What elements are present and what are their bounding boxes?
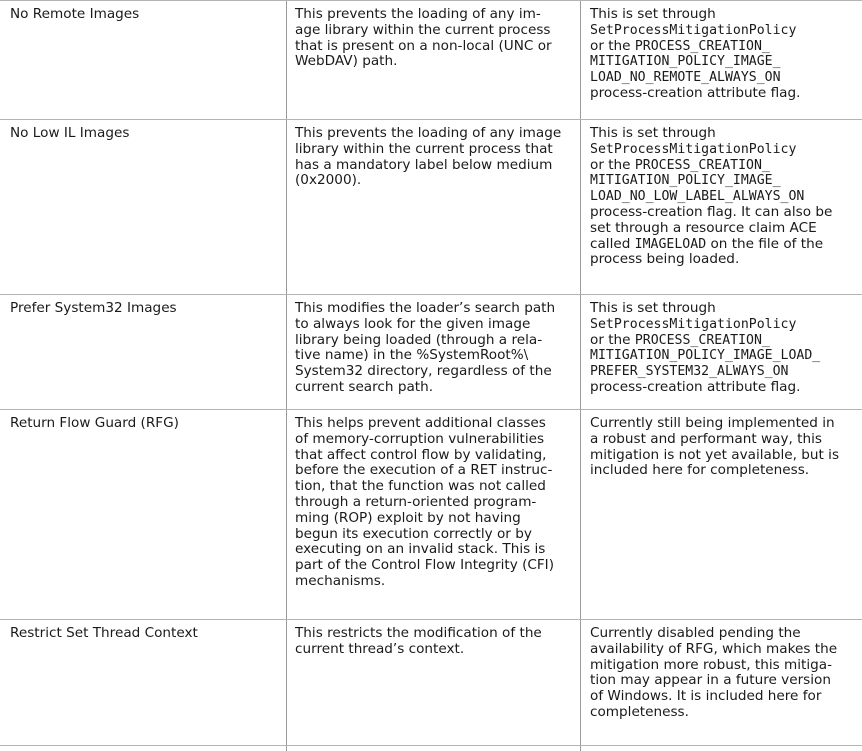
code-text: SetProcessMitigationPolicy <box>590 316 797 332</box>
body-text: Currently disabled pending the <box>590 625 801 641</box>
body-text: availability of RFG, which makes the <box>590 640 838 657</box>
body-text: included here for completeness. <box>590 462 810 479</box>
code-text: SetProcessMitigationPolicy <box>590 141 797 157</box>
how-set-line <box>590 39 862 55</box>
how-set-line <box>590 301 862 317</box>
how-set-line <box>590 86 862 102</box>
body-text: This is set through <box>590 6 716 22</box>
mitigation-description: This restricts the modification of the current thread’s context. <box>286 620 580 745</box>
how-set-line <box>590 364 862 380</box>
body-text: completeness. <box>590 703 689 720</box>
mitigation-description: This prevents the loading of any im- age library within the current process that is present on a non-local (UNC or WebDAV) path. <box>286 1 580 119</box>
mitigation-description: This prevents the loading of any image library within the current process that has a mandatory label below medium (0x2000). <box>286 120 580 294</box>
code-text: PROCESS_CREATION_ <box>634 332 770 348</box>
how-set-line <box>590 205 862 221</box>
code-text: PREFER_SYSTEM32_ALWAYS_ON <box>590 364 789 380</box>
body-text: process-creation attribute flag. <box>590 378 801 395</box>
body-text: or the <box>590 331 635 348</box>
how-set-line <box>590 189 862 205</box>
how-set-line <box>590 689 862 705</box>
how-set-line <box>590 642 862 658</box>
body-text: called <box>590 235 635 252</box>
how-set-line <box>590 705 862 721</box>
body-text: a robust and performant way, this <box>590 430 822 447</box>
body-text: mitigation more robust, this mitiga- <box>590 656 832 673</box>
how-set-line <box>590 252 862 268</box>
table-row <box>0 295 862 410</box>
body-text: Currently still being implemented in <box>590 415 835 431</box>
code-text: SetProcessMitigationPolicy <box>590 22 797 38</box>
body-text: process being loaded. <box>590 251 740 268</box>
how-set-line <box>590 142 862 158</box>
code-text: LOAD_NO_LOW_LABEL_ALWAYS_ON <box>590 189 805 205</box>
body-text: mitigation is not yet available, but is <box>590 446 840 463</box>
how-set-line <box>590 126 862 142</box>
table-row <box>0 620 862 746</box>
how-set-line <box>590 221 862 237</box>
mitigation-name: Return Flow Guard (RFG) <box>10 415 179 431</box>
how-set-line <box>590 54 862 70</box>
body-text: set through a resource claim ACE <box>590 219 817 236</box>
body-text: or the <box>590 37 635 54</box>
table-row <box>0 120 862 295</box>
how-set-line <box>590 448 862 464</box>
how-set-line <box>590 658 862 674</box>
code-text: LOAD_NO_REMOTE_ALWAYS_ON <box>590 70 781 86</box>
mitigation-how-set <box>580 410 862 619</box>
how-set-line <box>590 23 862 39</box>
how-set-line <box>590 673 862 689</box>
how-set-line <box>590 333 862 349</box>
mitigation-how-set <box>580 1 862 119</box>
mitigation-name: No Low IL Images <box>10 125 130 141</box>
mitigation-name: No Remote Images <box>10 6 140 22</box>
body-text: This is set through <box>590 300 716 316</box>
code-text: PROCESS_CREATION_ <box>634 38 770 54</box>
body-text: tion may appear in a future version <box>590 672 831 689</box>
mitigation-description: This helps prevent additional classes of memory-corruption vulnerabilities that affect control flow by validating, before the execution of a RET instruc- tion, that the function was not called through a return-oriented program- ming (ROP) exploit by not having begun its execution correctly or by executing on an invalid stack. This is part of the Control Flow Integrity (CFI) mechanisms. <box>286 410 580 619</box>
column-divider <box>580 746 581 751</box>
how-set-line <box>590 173 862 189</box>
how-set-line <box>590 432 862 448</box>
code-text: IMAGELOAD <box>634 236 707 252</box>
how-set-line <box>590 463 862 479</box>
mitigation-how-set <box>580 295 862 409</box>
mitigation-description: This modifies the loader’s search path to always look for the given image library being loaded (through a rela- tive name) in the %SystemRoot%\ System32 directory, regardless of the current search path. <box>286 295 580 409</box>
how-set-line <box>590 626 862 642</box>
how-set-line <box>590 158 862 174</box>
body-text: on the file of the <box>706 235 824 252</box>
how-set-line <box>590 380 862 396</box>
how-set-line <box>590 237 862 253</box>
mitigation-name: Prefer System32 Images <box>10 300 177 316</box>
how-set-line <box>590 317 862 333</box>
how-set-line <box>590 70 862 86</box>
code-text: PROCESS_CREATION_ <box>634 157 770 173</box>
how-set-line <box>590 348 862 364</box>
body-text: or the <box>590 156 635 173</box>
body-text: This is set through <box>590 125 716 141</box>
code-text: MITIGATION_POLICY_IMAGE_LOAD_ <box>590 348 821 364</box>
table-row <box>0 0 862 120</box>
body-text: of Windows. It is included here for <box>590 688 822 705</box>
mitigation-name: Restrict Set Thread Context <box>10 625 198 641</box>
mitigation-how-set <box>580 620 862 745</box>
how-set-line <box>590 416 862 432</box>
body-text: process-creation attribute flag. <box>590 84 801 101</box>
code-text: MITIGATION_POLICY_IMAGE_ <box>590 54 781 70</box>
column-divider <box>286 746 287 751</box>
code-text: MITIGATION_POLICY_IMAGE_ <box>590 173 781 189</box>
mitigation-how-set <box>580 120 862 294</box>
body-text: process-creation flag. It can also be <box>590 203 833 220</box>
how-set-line <box>590 7 862 23</box>
table-row <box>0 410 862 620</box>
